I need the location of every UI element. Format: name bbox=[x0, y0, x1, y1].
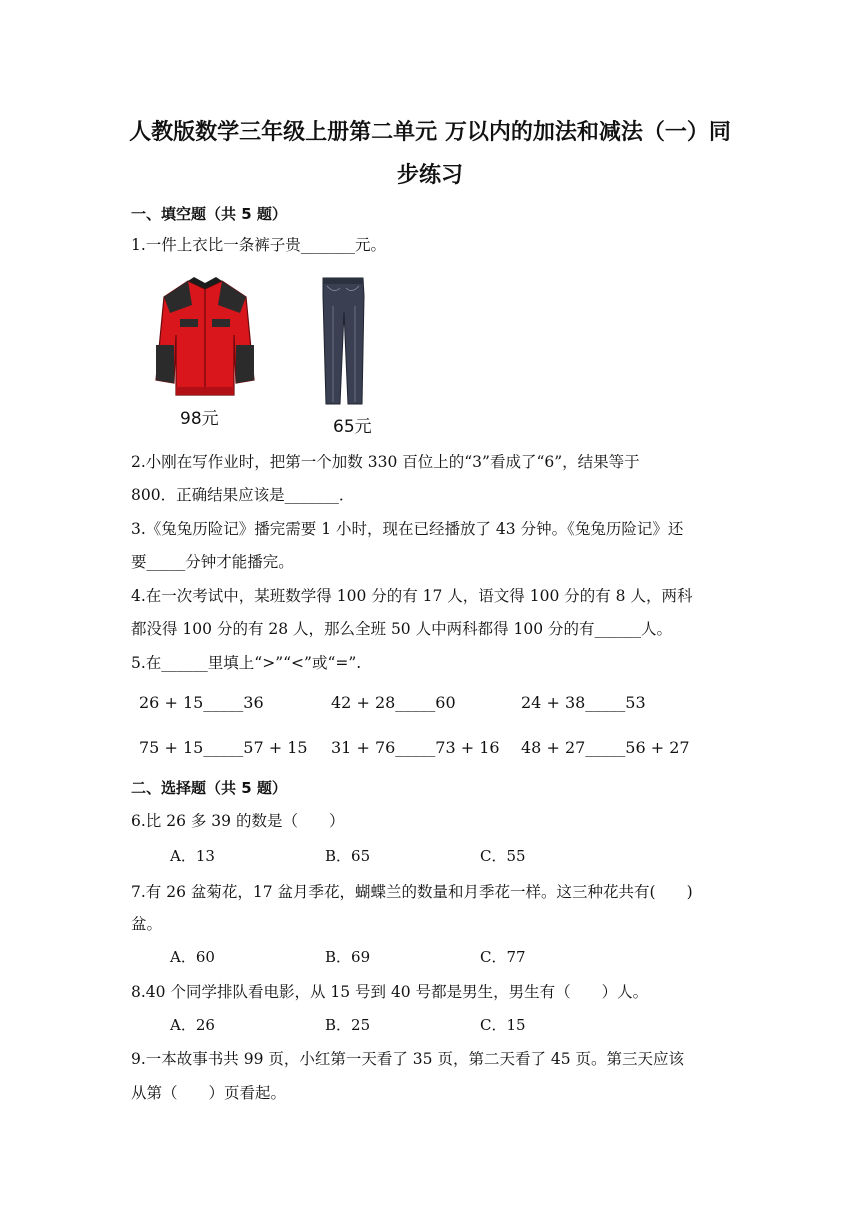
question-9-line2: 从第（ ）页看起。 bbox=[131, 1084, 287, 1102]
question-5: 5.在______里填上“>”“<”或“=”. bbox=[131, 654, 362, 672]
option-b: B．25 bbox=[325, 1016, 371, 1034]
page-title-line1: 人教版数学三年级上册第二单元 万以内的加法和减法（一）同 bbox=[129, 120, 731, 145]
option-a: A．60 bbox=[170, 948, 215, 966]
question-1: 1.一件上衣比一条裤子贵_______元。 bbox=[131, 236, 387, 254]
section-fill-in: 一、填空题（共 5 题） bbox=[131, 205, 287, 223]
compare-item: 26 + 15_____36 bbox=[139, 693, 264, 712]
compare-item: 48 + 27_____56 + 27 bbox=[521, 738, 690, 757]
compare-item: 24 + 38_____53 bbox=[521, 693, 646, 712]
question-6: 6.比 26 多 39 的数是（ ） bbox=[131, 812, 345, 830]
jacket-price-label: 98元 bbox=[180, 409, 219, 429]
option-b: B．65 bbox=[325, 847, 371, 865]
pants-price-label: 65元 bbox=[333, 417, 372, 437]
question-4-line1: 4.在一次考试中，某班数学得 100 分的有 17 人，语文得 100 分的有 8 人，两科 bbox=[131, 587, 693, 605]
option-a: A．13 bbox=[170, 847, 215, 865]
question-8: 8.40 个同学排队看电影，从 15 号到 40 号都是男生，男生有（ ）人。 bbox=[131, 983, 649, 1001]
page-title-line2: 步练习 bbox=[396, 163, 463, 188]
question-3-line1: 3.《兔兔历险记》播完需要 1 小时，现在已经播放了 43 分钟。《兔兔历险记》还 bbox=[131, 520, 684, 538]
question-2-line2: 800．正确结果应该是_______． bbox=[131, 486, 355, 504]
question-4-line2: 都没得 100 分的有 28 人，那么全班 50 人中两科都得 100 分的有______人。 bbox=[131, 620, 673, 638]
option-b: B．69 bbox=[325, 948, 371, 966]
pants-image bbox=[318, 276, 368, 408]
question-7-line2: 盆。 bbox=[131, 915, 163, 933]
option-c: C．55 bbox=[480, 847, 526, 865]
question-2-line1: 2.小刚在写作业时，把第一个加数 330 百位上的“3”看成了“6”，结果等于 bbox=[131, 453, 640, 471]
section-multiple-choice: 二、选择题（共 5 题） bbox=[131, 779, 287, 797]
question-3-line2: 要_____分钟才能播完。 bbox=[131, 553, 294, 571]
compare-item: 42 + 28_____60 bbox=[331, 693, 456, 712]
option-c: C．15 bbox=[480, 1016, 526, 1034]
option-a: A．26 bbox=[170, 1016, 215, 1034]
compare-item: 31 + 76_____73 + 16 bbox=[331, 738, 500, 757]
option-c: C．77 bbox=[480, 948, 526, 966]
question-9-line1: 9.一本故事书共 99 页，小红第一天看了 35 页，第二天看了 45 页。第三天应该 bbox=[131, 1050, 685, 1068]
compare-item: 75 + 15_____57 + 15 bbox=[139, 738, 308, 757]
question-7-line1: 7.有 26 盆菊花，17 盆月季花，蝴蝶兰的数量和月季花一样。这三种花共有( ) bbox=[131, 883, 693, 901]
jacket-image bbox=[150, 275, 260, 400]
